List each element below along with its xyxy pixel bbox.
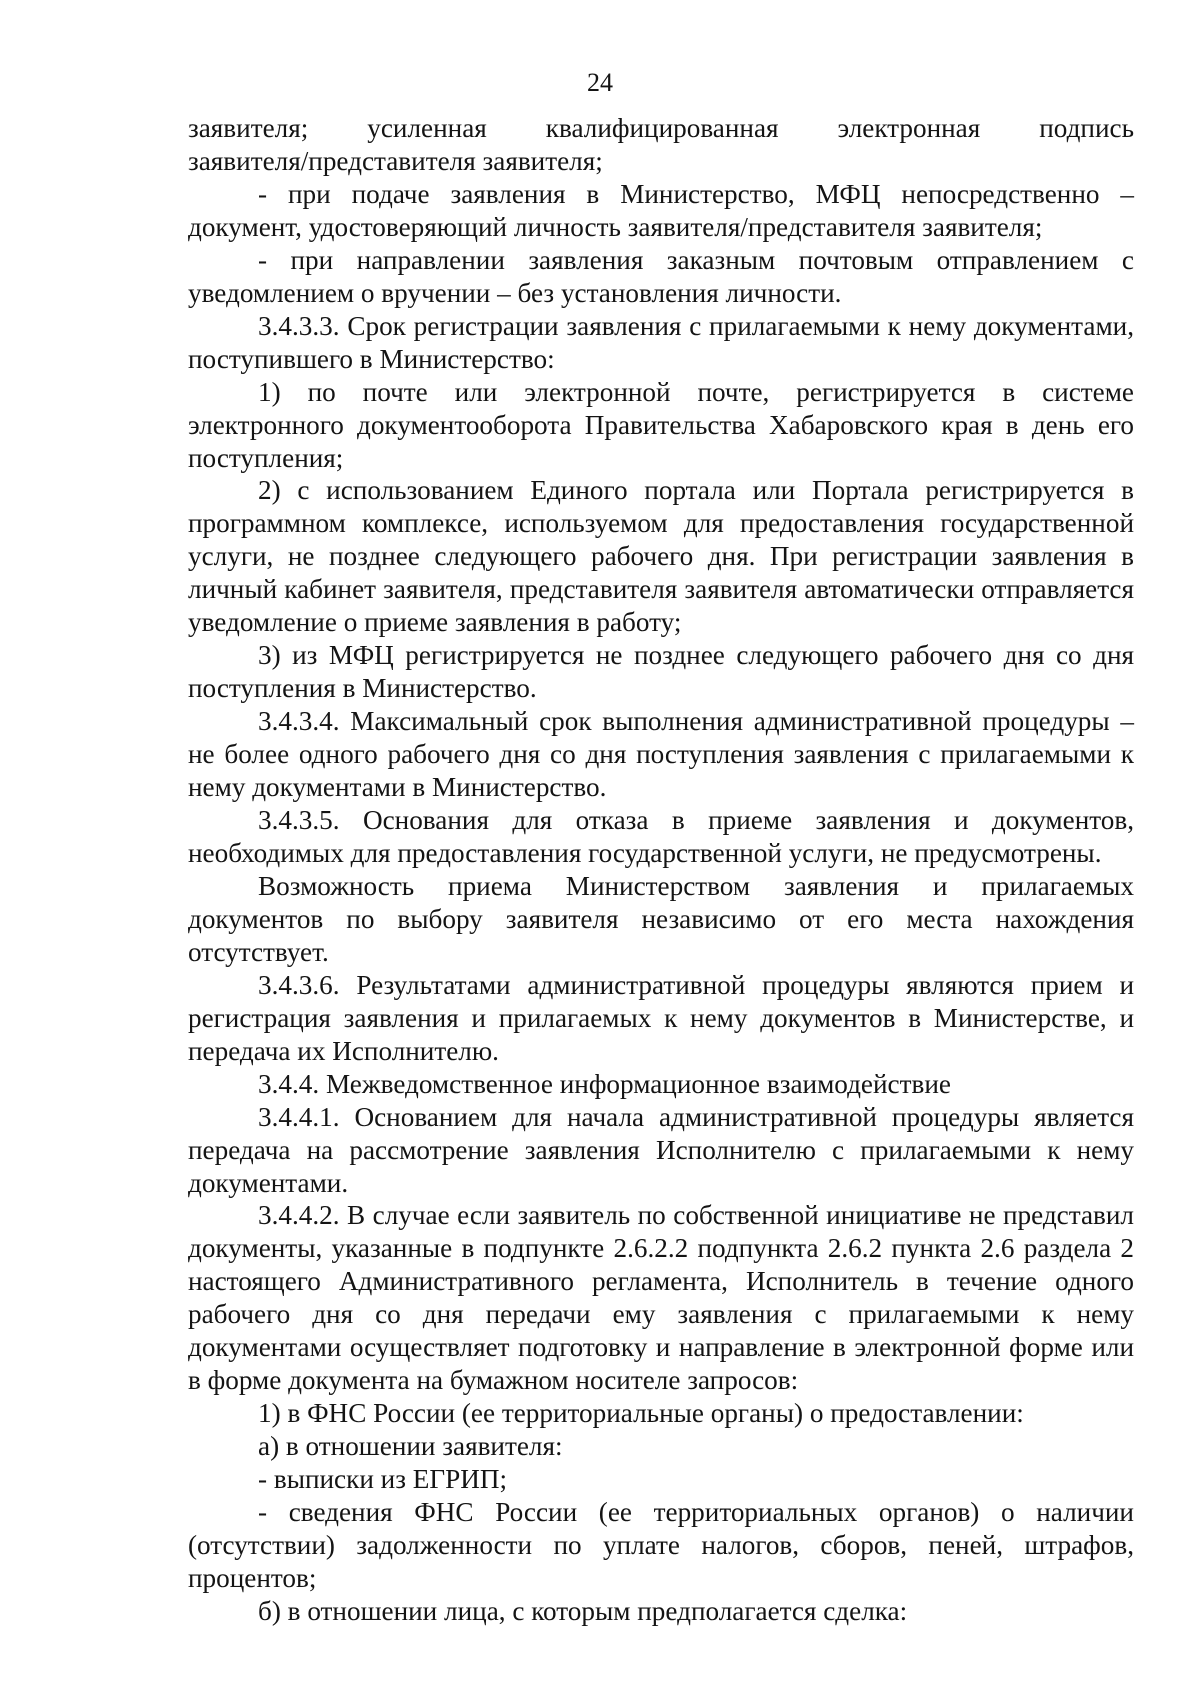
paragraph: 3.4.4. Межведомственное информационное взаимодействие bbox=[258, 1068, 951, 1099]
paragraph: 3.4.3.3. Срок регистрации заявления с прилагаемыми к нему документами, поступившего в Министерство: bbox=[188, 310, 1134, 374]
paragraph: заявителя/представителя заявителя; bbox=[188, 145, 603, 176]
paragraph: б) в отношении лица, с которым предполагается сделка: bbox=[258, 1595, 908, 1626]
paragraph: 3.4.4.1. Основанием для начала административной процедуры является передача на рассмотрение заявления Исполнителю с прилагаемыми к нему документами. bbox=[188, 1101, 1134, 1198]
paragraph: - выписки из ЕГРИП; bbox=[258, 1464, 508, 1495]
paragraph: 3.4.3.4. Максимальный срок выполнения административной процедуры – не более одного рабочего дня со дня поступления заявления с прилагаемыми к нему документами в Министерство. bbox=[188, 706, 1134, 803]
paragraph: 3.4.3.6. Результатами административной процедуры являются прием и регистрация заявления и прилагаемых к нему документов в Министерстве, и передача их Исполнителю. bbox=[188, 969, 1134, 1066]
paragraph: - при направлении заявления заказным почтовым отправлением с уведомлением о вручении – без установления личности. bbox=[188, 244, 1134, 308]
paragraph: - при подаче заявления в Министерство, МФЦ непосредственно – документ, удостоверяющий личность заявителя/представителя заявителя; bbox=[188, 178, 1134, 242]
paragraph: 2) с использованием Единого портала или Портала регистрируется в программном комплексе, используемом для предоставления государственной услуги, не позднее следующего рабочего дня. При регистрации заявления в личный кабинет заявителя, представителя заявителя автоматически отправляется уведомление о приеме заявления в работу; bbox=[188, 475, 1134, 638]
paragraph: - сведения ФНС России (ее территориальных органов) о наличии (отсутствии) задолженности по уплате налогов, сборов, пеней, штрафов, процентов; bbox=[188, 1497, 1134, 1593]
paragraph: 1) в ФНС России (ее территориальные органы) о предоставлении: bbox=[258, 1398, 1024, 1429]
page-number: 24 bbox=[587, 68, 613, 97]
paragraph: 3.4.3.5. Основания для отказа в приеме заявления и документов, необходимых для предоставления государственной услуги, не предусмотрены. bbox=[188, 805, 1134, 868]
paragraph: Возможность приема Министерством заявления и прилагаемых документов по выбору заявителя независимо от его места нахождения отсутствует. bbox=[188, 870, 1134, 967]
paragraph: 3.4.4.2. В случае если заявитель по собственной инициативе не представил документы, указанные в подпункте 2.6.2.2 подпункта 2.6.2 пункта 2.6 раздела 2 настоящего Административного регламента, Исполнитель в течение одного рабочего дня со дня передачи ему заявления с прилагаемыми к нему документами осуществляет подготовку и направление в электронной форме или в форме документа на бумажном носителе запросов: bbox=[188, 1200, 1134, 1396]
paragraph: заявителя; усиленная квалифицированная электронная подпись bbox=[188, 113, 1134, 143]
paragraph: 1) по почте или электронной почте, регистрируется в системе электронного документооборота Правительства Хабаровского края в день его поступления; bbox=[188, 376, 1134, 473]
document-body bbox=[188, 112, 1134, 1628]
paragraph: 3) из МФЦ регистрируется не позднее следующего рабочего дня со дня поступления в Министерство. bbox=[188, 640, 1134, 704]
paragraph: а) в отношении заявителя: bbox=[258, 1431, 563, 1462]
